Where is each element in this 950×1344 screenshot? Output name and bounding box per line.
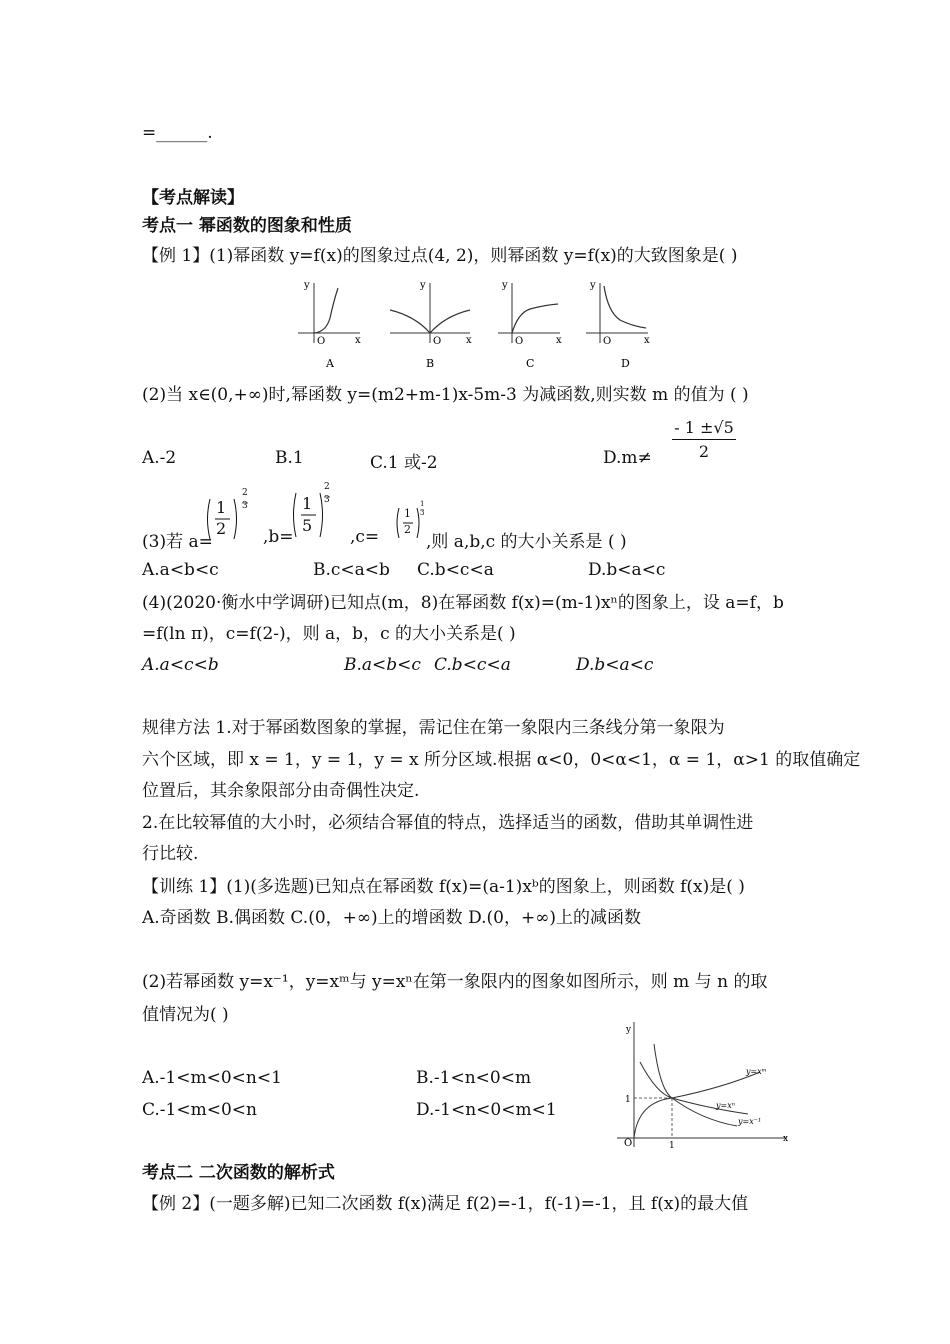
- power-function-graph: [612, 1022, 797, 1154]
- p4-option-a: A.a<c<b: [142, 655, 219, 675]
- graph-c-origin: O: [515, 336, 524, 347]
- train1-option-d: D.-1<n<0<m<1: [416, 1100, 557, 1120]
- rule-line1: 规律方法 1.对于幂函数图象的掌握，需记住在第一象限内三条线分第一象限为: [142, 718, 725, 738]
- graph-c-x-label: x: [556, 335, 562, 346]
- rule-line4: 2.在比较幂值的大小时，必须结合幂值的特点，选择适当的函数，借助其单调性进: [142, 813, 754, 833]
- graph-c: [498, 280, 562, 370]
- train1-option-c: C.-1<m<0<n: [142, 1100, 257, 1120]
- p3-c-expression: [395, 500, 429, 547]
- p3-lead: (3)若 a=: [142, 532, 213, 552]
- p3-a-exp-num: 2: [242, 488, 248, 498]
- p4-line2: =f(ln π)，c=f(2-)，则 a，b，c 的大小关系是( ): [142, 624, 516, 644]
- p4-option-b: B.a<b<c: [344, 655, 421, 675]
- graph-a-y-label: y: [304, 280, 310, 291]
- p3-b-num: 1: [302, 494, 313, 513]
- p3-option-c: C.b<c<a: [417, 560, 494, 580]
- p3-option-d: D.b<a<c: [588, 560, 666, 580]
- train1-line2: A.奇函数 B.偶函数 C.(0，+∞)上的增函数 D.(0，+∞)上的减函数: [142, 908, 641, 928]
- p3-c-lead: ,c=: [350, 527, 380, 547]
- graph-b-origin: O: [433, 336, 442, 347]
- p3-option-a: A.a<b<c: [142, 560, 219, 580]
- graph-d-y-label: y: [590, 280, 596, 291]
- p3-option-b: B.c<a<b: [313, 560, 390, 580]
- kd2-title: 考点二 二次函数的解析式: [142, 1163, 335, 1183]
- p2-fraction-denominator: 2: [698, 442, 710, 461]
- p3-b-expression: [290, 482, 340, 547]
- graph-d-x-label: x: [644, 335, 650, 346]
- p4-line1: (4)(2020·衡水中学调研)已知点(m，8)在幂函数 f(x)=(m-1)xⁿ的图象上，设 a=f，b: [142, 593, 784, 613]
- graph-b-x-label: x: [466, 335, 472, 346]
- train-graph-one-y: 1: [625, 1095, 631, 1105]
- answer-blank-line: =______.: [142, 123, 213, 143]
- example1-part1: 【例 1】(1)幂函数 y=f(x)的图象过点(4, 2)，则幂函数 y=f(x)的大致图象是( ): [142, 246, 738, 266]
- kd1-title: 考点一 幂函数的图象和性质: [142, 216, 352, 236]
- p3-c-exp-den: 3: [420, 509, 425, 517]
- example1-part2: (2)当 x∈(0,+∞)时,幂函数 y=(m2+m-1)x-5m-3 为减函数,则实数 m 的值为 ( ): [142, 385, 749, 405]
- p3-c-num: 1: [404, 507, 411, 520]
- p3-a-den: 2: [216, 519, 227, 538]
- graph-c-caption: C: [526, 357, 535, 370]
- graph-b-caption: B: [426, 357, 435, 370]
- train-graph-label-yinv: y=x⁻¹: [738, 1117, 762, 1126]
- p3-c-den: 2: [404, 523, 411, 536]
- graph-b: [390, 280, 472, 370]
- p3-b-den: 5: [302, 516, 313, 535]
- train1-line1: 【训练 1】(1)(多选题)已知点在幂函数 f(x)=(a-1)xᵇ的图象上，则函数 f(x)是( ): [142, 877, 745, 897]
- p3-a-expression: [204, 488, 254, 551]
- graph-a-caption: A: [326, 357, 334, 370]
- p3-a-exp-den: 3: [242, 501, 248, 511]
- train-graph-y-label: y: [626, 1025, 632, 1035]
- p3-c-exp-num: 1: [420, 500, 425, 508]
- train1-line3: (2)若幂函数 y=x⁻¹，y=xᵐ与 y=xⁿ在第一象限内的图象如图所示，则 m 与 n 的取: [142, 972, 768, 992]
- p4-option-c: C.b<c<a: [434, 655, 511, 675]
- graph-a-x-label: x: [355, 335, 361, 346]
- train1-option-b: B.-1<n<0<m: [416, 1068, 532, 1088]
- train-graph-label-yn: y=xⁿ: [716, 1101, 735, 1110]
- rule-line2: 六个区域，即 x = 1，y = 1，y = x 所分区域.根据 α<0，0<α<1，α = 1，α>1 的取值确定: [142, 750, 861, 770]
- graph-b-y-label: y: [420, 280, 426, 291]
- graph-a: [298, 280, 361, 370]
- train-graph-label-ym: y=xᵐ: [746, 1067, 767, 1076]
- section-heading: 【考点解读】: [142, 188, 244, 208]
- graph-d-origin: O: [603, 336, 612, 347]
- rule-line5: 行比较.: [142, 844, 199, 864]
- train-graph-one-x: 1: [669, 1141, 675, 1151]
- p3-b-lead: ,b=: [263, 527, 294, 547]
- p3-a-num: 1: [216, 498, 227, 517]
- train1-option-a: A.-1<m<0<n<1: [142, 1068, 282, 1088]
- rule-line3: 位置后，其余象限部分由奇偶性决定.: [142, 781, 420, 801]
- train1-line4: 值情况为( ): [142, 1005, 229, 1025]
- p3-b-exp-num: 2: [324, 482, 330, 492]
- p2-fraction: [672, 418, 736, 461]
- p4-option-d: D.b<a<c: [576, 655, 654, 675]
- example2-line1: 【例 2】(一题多解)已知二次函数 f(x)满足 f(2)=-1，f(-1)=-1，且 f(x)的最大值: [142, 1194, 749, 1214]
- train-graph-x-label: x: [783, 1134, 789, 1144]
- p2-option-c: C.1 或-2: [370, 453, 438, 473]
- example1-graphs: [290, 278, 670, 373]
- graph-d-caption: D: [621, 357, 630, 370]
- p3-b-exp-den: 3: [324, 495, 330, 505]
- p3-question: ,则 a,b,c 的大小关系是 ( ): [426, 532, 627, 552]
- p3-b-paren: [290, 490, 340, 542]
- p2-option-b: B.1: [275, 448, 304, 468]
- p2-option-d: D.m≠: [603, 448, 652, 468]
- p2-option-a: A.-2: [142, 448, 177, 468]
- p2-fraction-numerator: - 1 ±√5: [672, 418, 736, 440]
- train-graph-origin: O: [624, 1138, 633, 1149]
- graph-c-y-label: y: [502, 280, 508, 291]
- graph-a-origin: O: [317, 336, 326, 347]
- graph-d: [586, 280, 650, 370]
